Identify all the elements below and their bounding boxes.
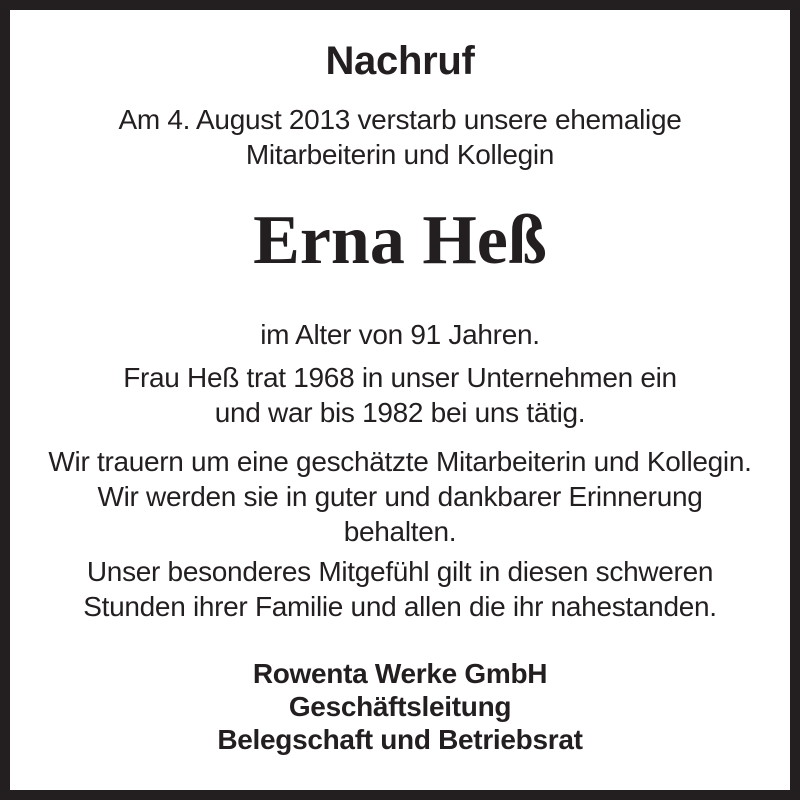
- condolence-text: [20, 554, 780, 624]
- signature-company: Rowenta Werke GmbH: [252, 658, 548, 689]
- signature-management: Geschäftsleitung: [288, 691, 512, 722]
- signature-staff-council: Belegschaft und Betriebsrat: [217, 724, 583, 755]
- intro-line-2: Mitarbeiterin und Kollegin: [245, 139, 555, 170]
- tenure-line-1: Frau Heß trat 1968 in unser Unternehmen ein: [123, 362, 677, 393]
- intro-text: [20, 102, 780, 172]
- tenure-text: [20, 360, 780, 430]
- obituary-title: Nachruf: [325, 39, 475, 83]
- signature-block: [20, 657, 780, 756]
- deceased-name: Erna Heß: [253, 202, 547, 279]
- tenure-line-2: und war bis 1982 bei uns tätig.: [214, 397, 586, 428]
- mourning-line-3: behalten.: [343, 516, 457, 547]
- intro-line-1: Am 4. August 2013 verstarb unsere ehemalige: [118, 104, 682, 135]
- mourning-line-2: Wir werden sie in guter und dankbarer Erinnerung: [97, 481, 703, 512]
- mourning-text: [20, 444, 780, 549]
- condolence-line-1: Unser besonderes Mitgefühl gilt in diesen schweren: [86, 556, 714, 587]
- mourning-line-1: Wir trauern um eine geschätzte Mitarbeiterin und Kollegin.: [48, 446, 752, 477]
- condolence-line-2: Stunden ihrer Familie und allen die ihr nahestanden.: [83, 591, 717, 622]
- age-text: im Alter von 91 Jahren.: [260, 319, 540, 350]
